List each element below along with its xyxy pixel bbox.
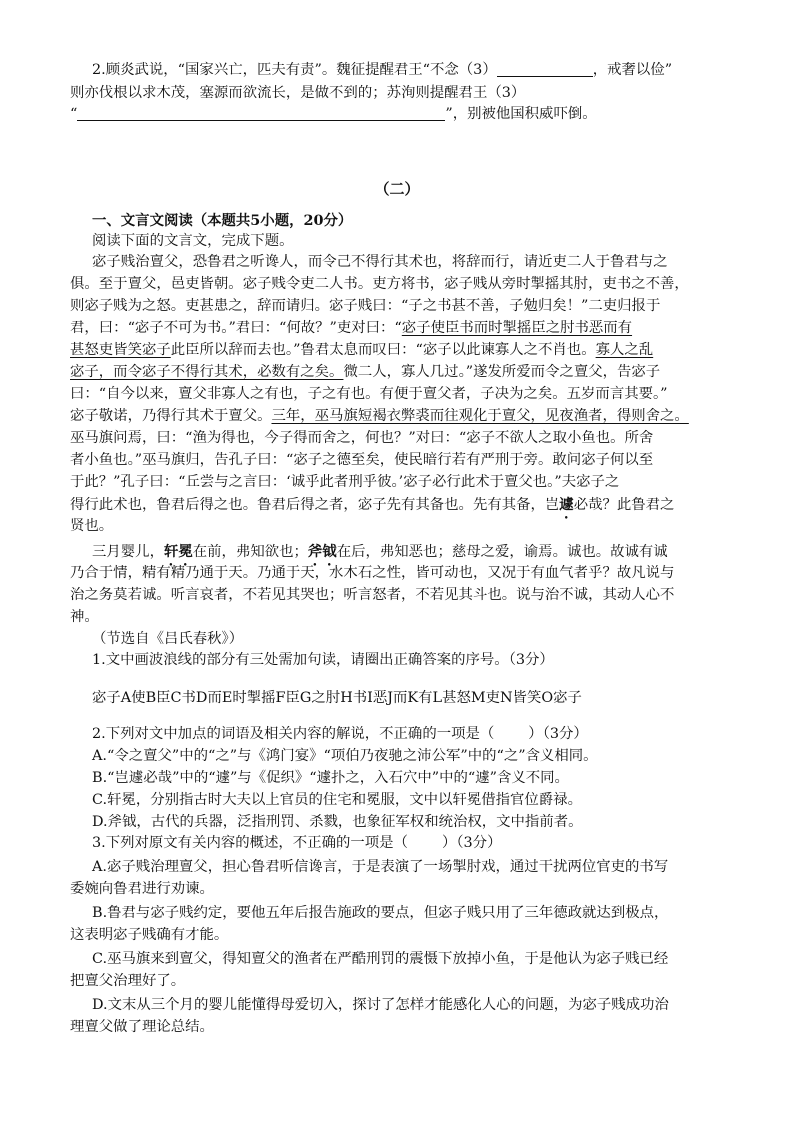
passage-line: 者小鱼也。”巫马旗归，告孔子曰：“宓子之德至矣，使民暗行若有严刑于旁。敢问宓子何以至: [70, 452, 654, 468]
question-3-option-c-cont: 把亶父治理好了。: [70, 973, 186, 989]
passage-line: 三月婴儿，轩冕在前，弗知欲也；斧钺在后，弗知恶也；慈母之爱，谕焉。诚也。故诚有诚: [92, 543, 668, 560]
question-2-option-d: D.斧钺，古代的兵器，泛指刑罚、杀戮，也象征军权和统治权，文中指前者。: [92, 814, 583, 830]
passage-line: 巫马旗问焉，曰：“渔为得也，今子得而舍之，何也？”对曰：“宓子不欲人之取小鱼也。所舍: [70, 430, 654, 446]
question-3-option-d-cont: 理亶父做了理论总结。: [70, 1019, 214, 1035]
dotted-word: 轩冕: [163, 543, 193, 560]
question-3-option-a: A.宓子贱治理亶父，担心鲁君听信谗言，于是表演了一场掣肘戏，通过干扰两位官吏的书写: [92, 859, 669, 875]
dotted-word: 斧钺: [307, 543, 337, 560]
section-heading: 一、文言文阅读（本题共5小题，20分）: [92, 212, 353, 229]
instruction: 阅读下面的文言文，完成下题。: [92, 233, 294, 249]
wavy-underline-text: 宓子使臣书而时掣摇臣之肘书恶而有: [401, 320, 633, 336]
fill-question-line-2: 则亦伐根以求木茂，塞源而欲流长，是做不到的；苏洵则提醒君王（3）: [70, 85, 526, 101]
passage-line: 治之务莫若诚。听言哀者，不若见其哭也；听言怒者，不若见其斗也。说与治不诚，其动人心不: [70, 587, 675, 603]
passage-line: 君，曰：“宓子不可为书。”君曰：“何故？”吏对曰：“宓子使臣书而时掣摇臣之肘书恶而有: [70, 320, 633, 336]
underlined-sentence: 宓子，而令宓子不得行其术，必数有之矣。: [70, 364, 344, 380]
underlined-sentence: 寡人之乱: [595, 342, 654, 358]
underlined-sentence: 三年，巫马旗短褐衣弊裘而往观化于亶父，见夜渔者，得则舍之。: [271, 408, 689, 424]
question-3-option-b-cont: 这表明宓子贱确有才能。: [70, 927, 229, 943]
passage-line: 则宓子贱为之怒。吏甚患之，辞而请归。宓子贱曰：“子之书甚不善，子勉归矣！”二吏归报于: [70, 298, 661, 314]
question-3-option-a-cont: 委婉向鲁君进行劝谏。: [70, 881, 214, 897]
question-3-option-c: C.巫马旗来到亶父，得知亶父的渔者在严酷刑罚的震慑下放掉小鱼，于是他认为宓子贱已经: [92, 951, 669, 967]
passage-line: 得行此术也，鲁君后得之也。鲁君后得之者，宓子先有其备也。先有其备，岂遽必哉？此鲁君之: [70, 496, 675, 513]
wavy-underline-text: 甚怒吏皆笑宓子: [70, 342, 171, 358]
question-3-prompt: 3.下列对原文有关内容的概述，不正确的一项是（ ）（3分）: [92, 835, 502, 851]
question-3-option-b: B.鲁君与宓子贱约定，要他五年后报告施政的要点，但宓子贱只用了三年德政就达到极点，: [92, 905, 669, 921]
passage-line: 神。: [70, 609, 99, 625]
question-2-option-b: B.“岂遽必哉”中的“遽”与《促织》“遽扑之，入石穴中”中的“遽”含义不同。: [92, 770, 569, 786]
passage-line: 俱。至于亶父，邑吏皆朝。宓子贱令吏二人书。吏方将书，宓子贱从旁时掣摇其肘，吏书之不善，: [70, 276, 689, 292]
passage-line: 乃合于情，精有精乃通于天。乃通于天，水木石之性，皆可动也，又况于有血气者乎？故凡说与: [70, 565, 675, 581]
passage-line: 宓子，而令宓子不得行其术，必数有之矣。微二人，寡人几过。”遂发所爱而令之亶父，告宓子: [70, 364, 661, 380]
fill-question-line-3: “ ”，别被他国积威吓倒。: [70, 106, 597, 122]
dotted-word: 遽: [559, 496, 574, 513]
passage-line: 甚怒吏皆笑宓子此臣所以辞而去也。”鲁君太息而叹曰：“宓子以此谏寡人之不肖也。寡人之乱: [70, 342, 654, 358]
question-2-prompt: 2.下列对文中加点的词语及相关内容的解说，不正确的一项是（ ）（3分）: [92, 726, 588, 742]
passage-source: （节选自《吕氏春秋》）: [92, 631, 244, 647]
question-3-option-d: D.文末从三个月的婴儿能懂得母爱切入，探讨了怎样才能感化人心的问题，为宓子贱成功治: [92, 997, 669, 1013]
passage-line: 宓子贱治亶父，恐鲁君之听谗人，而令己不得行其术也，将辞而行，请近吏二人于鲁君与之: [92, 254, 668, 270]
passage-line: 贤也。: [70, 518, 114, 534]
section-title: （二）: [374, 180, 420, 198]
answer-blank-2[interactable]: [77, 105, 445, 121]
question-1-prompt: 1.文中画波浪线的部分有三处需加句读，请圈出正确答案的序号。（3分）: [92, 652, 554, 668]
question-2-option-c: C.轩冕，分别指古时大夫以上官员的住宅和冕服，文中以轩冕借指官位爵禄。: [92, 792, 582, 808]
passage-line: 于此？”孔子曰：“丘尝与之言曰：‘诚乎此者刑乎彼。’宓子必行此术于亶父也。”夫宓子之: [70, 474, 620, 490]
passage-line: 曰：“自今以来，亶父非寡人之有也，子之有也。有便于亶父者，子决为之矣。五岁而言其要。”: [70, 386, 668, 402]
fill-question-line-1: 2.顾炎武说，“国家兴亡，匹夫有责”。魏征提醒君王“不念（3） ，戒奢以俭”: [92, 62, 673, 78]
question-1-options[interactable]: 宓子A使B臣C书D而E时掣摇F臣G之肘H书I恶J而K有L甚怒M吏N皆笑O宓子: [92, 690, 582, 706]
passage-line: 宓子敬诺，乃得行其术于亶父。三年，巫马旗短褐衣弊裘而往观化于亶父，见夜渔者，得则舍之。: [70, 408, 689, 424]
question-2-option-a: A.“令之亶父”中的“之”与《鸿门宴》“项伯乃夜驰之沛公军”中的“之”含义相同。: [92, 748, 598, 764]
answer-blank-1[interactable]: [497, 61, 593, 77]
